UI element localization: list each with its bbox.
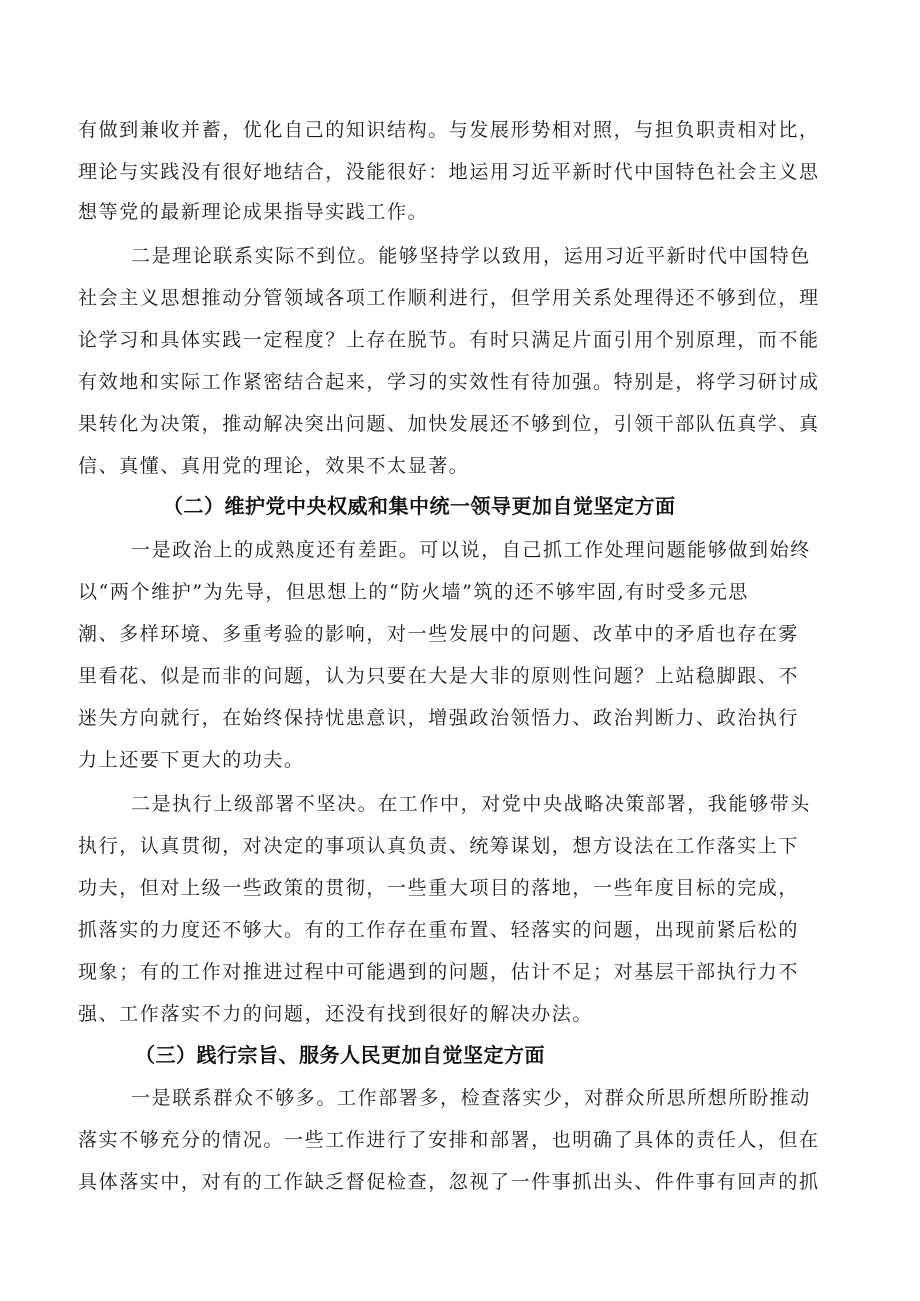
paragraph-line: 里看花、似是而非的问题，认为只要在大是大非的原则性问题？上站稳脚跟、不: [78, 665, 800, 687]
paragraph-line: 论学习和具体实践一定程度？上存在脱节。有时只满足片面引用个别原理，而不能: [78, 329, 820, 351]
paragraph-line: 有做到兼收并蓄，优化自己的知识结构。与发展形势相对照，与担负职责相对比，: [78, 119, 820, 141]
paragraph-line: 迷失方向就行，在始终保持忧患意识，增强政治领悟力、政治判断力、政治执行: [78, 707, 800, 729]
paragraph-line: 有效地和实际工作紧密结合起来，学习的实效性有待加强。特别是，将学习研讨成: [78, 371, 820, 393]
paragraph-line: 抓落实的力度还不够大。有的工作存在重布置、轻落实的问题，出现前紧后松的: [78, 919, 800, 941]
paragraph-line: 以“两个维护”为先导，但思想上的“防火墙”筑的还不够牢固,有时受多元思: [78, 581, 749, 603]
paragraph-line: 二是理论联系实际不到位。能够坚持学以致用，运用习近平新时代中国特色: [131, 245, 811, 267]
paragraph-line: 具体落实中，对有的工作缺乏督促检查，忽视了一件事抓出头、件件事有回声的抓: [78, 1171, 820, 1193]
paragraph-line: 理论与实践没有很好地结合，没能很好：地运用习近平新时代中国特色社会主义思: [78, 161, 820, 183]
paragraph-line: 力上还要下更大的功夫。: [78, 749, 305, 771]
paragraph-line: 果转化为决策，推动解决突出问题、加快发展还不够到位，引领干部队伍真学、真: [78, 413, 820, 435]
paragraph-line: 现象；有的工作对推进过程中可能遇到的问题，估计不足；对基层干部执行力不: [78, 961, 800, 983]
paragraph-line: 二是执行上级部署不坚决。在工作中，对党中央战略决策部署，我能够带头: [131, 793, 811, 815]
paragraph-line: 潮、多样环境、多重考验的影响，对一些发展中的问题、改革中的矛盾也存在雾: [78, 623, 800, 645]
section-heading: （二）维护党中央权威和集中统一领导更加自觉坚定方面: [163, 494, 676, 518]
paragraph-line: 强、工作落实不力的问题，还没有找到很好的解决办法。: [78, 1003, 594, 1025]
paragraph-line: 一是联系群众不够多。工作部署多，检查落实少，对群众所思所想所盼推动: [131, 1087, 811, 1109]
paragraph-line: 社会主义思想推动分管领域各项工作顺利进行，但学用关系处理得还不够到位，理: [78, 287, 820, 309]
paragraph-line: 落实不够充分的情况。一些工作进行了安排和部署，也明确了具体的责任人，但在: [78, 1129, 820, 1151]
section-heading: （三）践行宗旨、服务人民更加自觉坚定方面: [135, 1043, 545, 1067]
paragraph-line: 信、真懂、真用党的理论，效果不太显著。: [78, 455, 470, 477]
paragraph-line: 执行，认真贯彻，对决定的事项认真负责、统筹谋划，想方设法在工作落实上下: [78, 835, 800, 857]
paragraph-line: 想等党的最新理论成果指导实践工作。: [78, 201, 429, 223]
paragraph-line: 功夫，但对上级一些政策的贯彻，一些重大项目的落地，一些年度目标的完成，: [78, 877, 800, 899]
paragraph-line: 一是政治上的成熟度还有差距。可以说，自己抓工作处理问题能够做到始终: [131, 539, 811, 561]
